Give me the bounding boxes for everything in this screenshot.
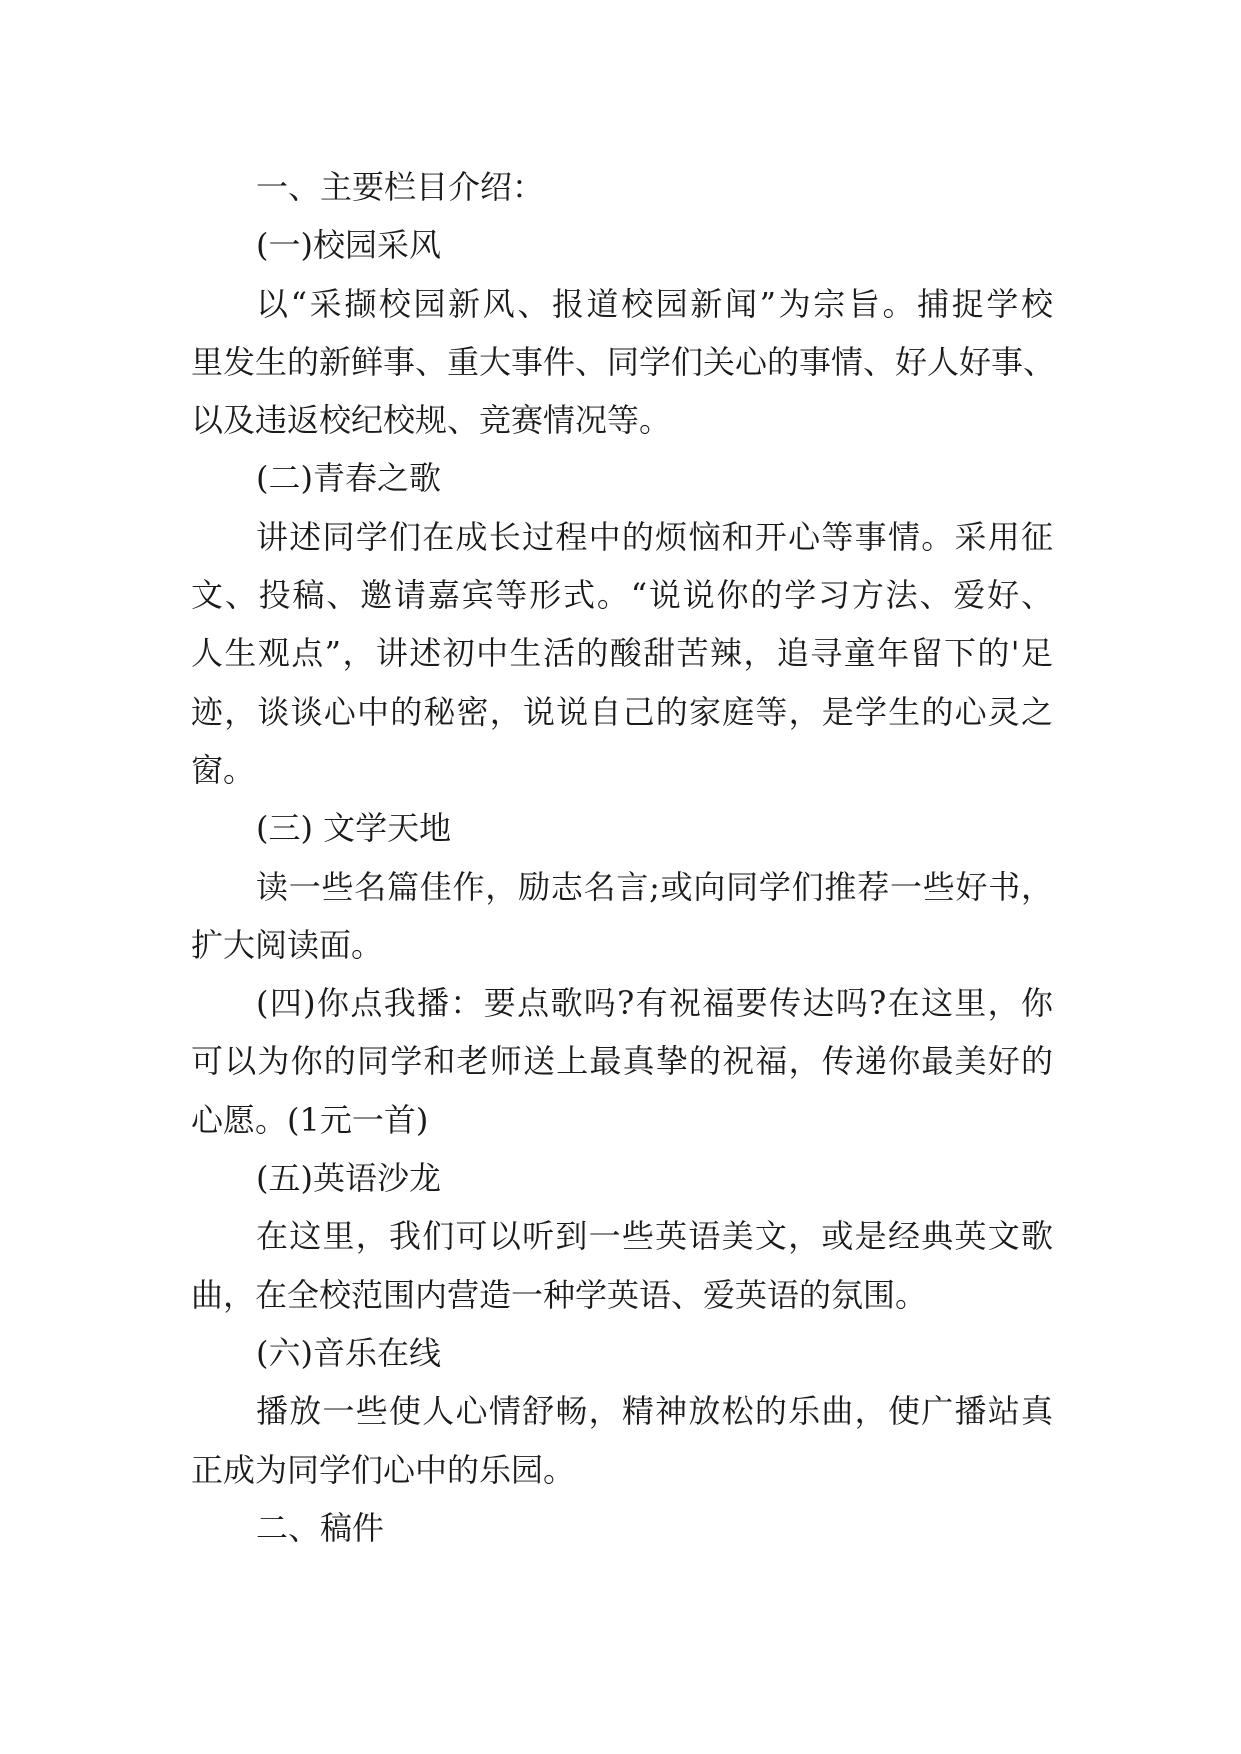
paragraph-first-line: (二)青春之歌 (256, 459, 441, 498)
paragraph-first-line: 一、主要栏目介绍： (256, 168, 545, 206)
paragraph-first-line: 讲述同学们在成长过程中的烦恼和开心等事情。采用征 (256, 517, 1053, 556)
paragraph-line: 正成为同学们心中的乐园。 (191, 1450, 576, 1489)
paragraph-first-line: 在这里，我们可以听到一些英语美文，或是经典英文歌 (256, 1217, 1053, 1256)
paragraph-line: 心愿。(1元一首) (191, 1100, 429, 1139)
paragraph-line: 窗。 (191, 750, 256, 789)
paragraph-first-line: 播放一些使人心情舒畅，精神放松的乐曲，使广播站真 (256, 1392, 1053, 1431)
paragraph-line: 扩大阅读面。 (191, 925, 384, 964)
paragraph-line: 可以为你的同学和老师送上最真挚的祝福，传递你最美好的 (191, 1042, 1053, 1081)
paragraph-first-line: (四)你点我播：要点歌吗?有祝福要传达吗?在这里，你 (256, 984, 1053, 1023)
paragraph-first-line: 读一些名篇佳作，励志名言;或向同学们推荐一些好书， (256, 867, 1053, 906)
paragraph-line: 人生观点”，讲述初中生活的酸甜苦辣，追寻童年留下的'足 (191, 634, 1053, 673)
paragraph-line: 里发生的新鲜事、重大事件、同学们关心的事情、好人好事、 (191, 342, 1056, 381)
document-body (191, 158, 1056, 1557)
paragraph-line: 文、投稿、邀请嘉宾等形式。“说说你的学习方法、爱好、 (191, 576, 1053, 615)
paragraph-line: 曲，在全校范围内营造一种学英语、爱英语的氛围。 (191, 1275, 928, 1314)
paragraph-first-line: (一)校园采风 (256, 226, 441, 265)
paragraph-first-line: (三) 文学天地 (256, 809, 452, 848)
paragraph-line: 迹，谈谈心中的秘密，说说自己的家庭等，是学生的心灵之 (191, 692, 1053, 731)
paragraph-first-line: 以“采撷校园新风、报道校园新闻”为宗旨。捕捉学校 (256, 284, 1053, 323)
paragraph-first-line: (五)英语沙龙 (256, 1159, 441, 1198)
paragraph-first-line: (六)音乐在线 (256, 1333, 441, 1372)
paragraph-line: 以及违返校纪校规、竞赛情况等。 (191, 401, 672, 440)
paragraph-first-line: 二、稿件 (256, 1508, 385, 1547)
